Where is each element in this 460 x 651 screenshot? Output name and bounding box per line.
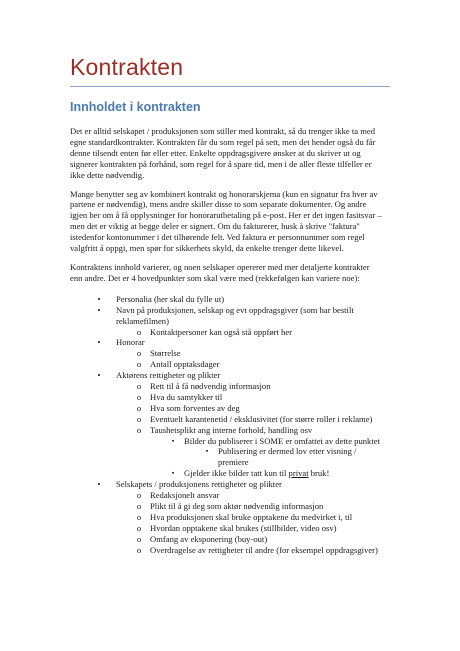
- circle-bullet-icon: o: [136, 381, 142, 392]
- circle-bullet-icon: o: [136, 413, 142, 424]
- circle-bullet-icon: o: [136, 544, 142, 555]
- bullet-icon: •: [97, 293, 101, 304]
- list-item: [133, 392, 382, 403]
- circle-bullet-icon: o: [136, 402, 142, 413]
- list-item-label: Navn på produksjonen, selskap og evt oppdragsgiver (som har bestilt reklamefilmen): [116, 304, 354, 326]
- list-item-label: Aktørens rettigheter og plikter: [116, 370, 221, 381]
- list-item-label: Redaksjonelt ansvar: [150, 490, 220, 501]
- list-item-label: Hva produksjonen skal bruke opptakene du medvirket i, til: [150, 511, 353, 522]
- list-item: [133, 512, 382, 523]
- list-item-label: Hva som forventes av deg: [150, 402, 240, 413]
- list-item: [133, 534, 382, 545]
- sublist: [133, 348, 382, 370]
- list-item: [133, 359, 382, 370]
- circle-bullet-icon: o: [136, 522, 142, 533]
- list-item-label: Selskapets / produksjonens rettigheter og plikter: [116, 479, 282, 490]
- square-bullet-icon: ▪: [171, 469, 175, 478]
- list-item-label: Kontaktpersoner kan også stå oppført her: [150, 326, 292, 337]
- circle-bullet-icon: o: [136, 326, 142, 337]
- list-item: [133, 403, 382, 414]
- list-item: [133, 348, 382, 359]
- list-item-label: Plikt til å gi deg som aktør nødvendig informasjon: [150, 501, 324, 511]
- list-item: [133, 414, 382, 425]
- document-body: [70, 126, 382, 556]
- bullet-icon: •: [97, 304, 101, 315]
- list-item-label: Rett til å få nødvendig informasjon: [150, 381, 271, 392]
- sublist: [167, 436, 382, 480]
- list-item-label-tail: bruk!: [308, 468, 330, 479]
- paragraph-intro: Det er alltid selskapet / produksjonen som stiller med kontrakt, så du trenger ikke ta med egne standardkontrakter. Kontrakten får du som regel på sett, men det hender også du får denne tilsendt enten før eller etter. Enkelte oppdragsgivere ønsker at du skriver ut og signerer kontrakten på forhånd, som regel for å spare tid, men i de aller fleste tilfeller er ikke dette nødvendig.: [70, 126, 376, 180]
- bullet-icon: •: [97, 479, 101, 490]
- sublist: [201, 446, 382, 468]
- circle-bullet-icon: o: [136, 424, 142, 435]
- list-item: [133, 501, 382, 512]
- list-item-label: Gjelder ikke bilder tatt kun til: [184, 468, 289, 479]
- square-bullet-icon: ▪: [205, 447, 209, 456]
- circle-bullet-icon: o: [136, 348, 142, 359]
- bullet-icon: •: [97, 337, 101, 348]
- list-item: [133, 545, 382, 556]
- list-item-label: Hvordan opptakene skal brukes (stillbilder, video osv): [150, 522, 337, 533]
- list-item: [93, 337, 382, 370]
- main-points-list: [93, 294, 382, 556]
- list-item-label: Bilder du publiserer i SOME er omfattet av dette punktet: [184, 435, 380, 446]
- list-item-label: Taushetsplikt ang interne forhold, handling osv: [150, 424, 313, 435]
- paragraph-contract-forms: Mange benytter seg av kombinert kontrakt og honorarskjema (kun en signatur fra hver av partene er nødvendig), mens andre skiller disse to som separate dokumenter. Og andre igjen ber om å få opplysninger for honorarutbetaling på e-post. Her er det ingen fasitsvar – men det er viktig at begge deler er signert. Om du fakturerer, husk å skrive "faktura" istedenfor kontonummer i det tilhørende felt. Ved faktura er personnummer som regel valgfritt å oppgi, men spør for sikkerhets skyld, da enkelte trenger dette likevel.: [70, 188, 382, 254]
- list-item-label: Honorar: [116, 337, 145, 348]
- list-item: [133, 425, 382, 480]
- list-item: [201, 446, 382, 468]
- list-item-label: Personalia (her skal du fylle ut): [116, 293, 225, 304]
- list-item: [93, 479, 382, 555]
- page-title: Kontrakten: [70, 54, 184, 80]
- title-divider: [70, 86, 390, 87]
- list-item: [133, 490, 382, 501]
- list-item-label: Eventuelt karantenetid / eksklusivitet (for større roller i reklame): [150, 413, 373, 424]
- sublist: [133, 327, 382, 338]
- list-item: [167, 436, 382, 469]
- list-item-label: Overdragelse av rettigheter til andre (for eksempel oppdragsgiver): [150, 544, 378, 555]
- square-bullet-icon: ▪: [171, 436, 175, 445]
- bullet-icon: •: [97, 370, 101, 381]
- list-item: [133, 381, 382, 392]
- list-item: [93, 294, 382, 305]
- list-item-label: Publisering er dermed lov etter visning / premiere: [218, 446, 357, 468]
- list-item-label: Hva du samtykker til: [150, 391, 223, 402]
- list-item: [167, 468, 382, 479]
- paragraph-main-points: Kontraktens innhold varierer, og noen selskaper opererer med mer detaljerte kontrakter enn andre. Det er 4 hovedpunkter som skal være med (rekkefølgen kan variere noe):: [70, 261, 370, 283]
- circle-bullet-icon: o: [136, 359, 142, 370]
- list-item: [93, 305, 382, 338]
- list-item-label: Antall opptaksdager: [150, 359, 220, 370]
- circle-bullet-icon: o: [136, 511, 142, 522]
- list-item: [133, 523, 382, 534]
- section-heading: Innholdet i kontrakten: [70, 100, 201, 114]
- underlined-word: privat: [288, 468, 309, 479]
- list-item: [133, 327, 382, 338]
- circle-bullet-icon: o: [136, 490, 142, 501]
- sublist: [133, 381, 382, 479]
- list-item-label: Omfang av eksponering (buy-out): [150, 533, 268, 544]
- sublist: [133, 490, 382, 555]
- circle-bullet-icon: o: [136, 391, 142, 402]
- circle-bullet-icon: o: [136, 501, 142, 511]
- list-item: [93, 370, 382, 479]
- list-item-label: Størrelse: [150, 348, 181, 359]
- circle-bullet-icon: o: [136, 533, 142, 544]
